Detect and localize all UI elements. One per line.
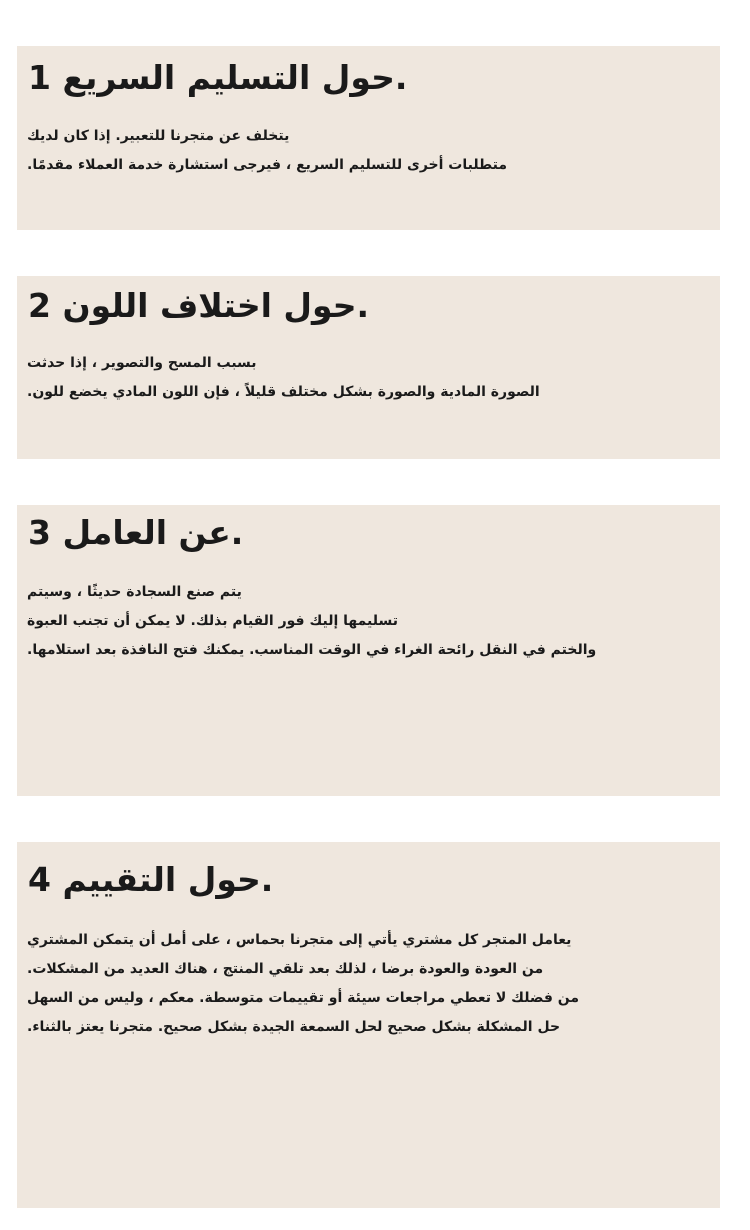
body-line: يتم صنع السجادة حديثًا ، وسيتم bbox=[27, 584, 242, 600]
body-line: بسبب المسح والتصوير ، إذا حدثت bbox=[27, 355, 257, 371]
info-card-delivery bbox=[17, 46, 720, 230]
card-title: عن العامل 3. bbox=[28, 513, 244, 552]
body-line: .الصورة المادية والصورة بشكل مختلف قليلاً ، فإن اللون المادي يخضع للون bbox=[27, 384, 540, 400]
body-line: .متطلبات أخرى للتسليم السريع ، فيرجى استشارة خدمة العملاء مقدمًا bbox=[27, 157, 508, 173]
body-line: يتخلف عن متجرنا للتعبير. إذا كان لديك bbox=[27, 128, 290, 144]
card-title: حول اختلاف اللون 2. bbox=[28, 286, 370, 325]
card-body bbox=[27, 926, 579, 1042]
card-body bbox=[27, 349, 540, 407]
info-card-rating bbox=[17, 842, 720, 1208]
body-line: يعامل المتجر كل مشتري يأتي إلى متجرنا بحماس ، على أمل أن يتمكن المشتري bbox=[27, 932, 572, 948]
body-line: تسليمها إليك فور القيام بذلك. لا يمكن أن تجنب العبوة bbox=[27, 613, 398, 629]
info-card-factor bbox=[17, 505, 720, 796]
card-body bbox=[27, 578, 596, 665]
body-line: .والختم في النقل رائحة الغراء في الوقت المناسب. يمكنك فتح النافذة بعد استلامها bbox=[27, 642, 597, 658]
info-card-color-difference bbox=[17, 276, 720, 459]
body-line: .حل المشكلة بشكل صحيح لحل السمعة الجيدة بشكل صحيح. متجرنا يعتز بالثناء bbox=[27, 1019, 561, 1035]
card-title: حول التقييم 4. bbox=[28, 860, 274, 899]
body-line: .من العودة والعودة برضا ، لذلك بعد تلقي المنتج ، هناك العديد من المشكلات bbox=[27, 961, 544, 977]
card-body bbox=[27, 122, 507, 180]
body-line: من فضلك لا تعطي مراجعات سيئة أو تقييمات متوسطة. معكم ، وليس من السهل bbox=[27, 990, 580, 1006]
card-title: حول التسليم السريع 1. bbox=[28, 58, 408, 97]
